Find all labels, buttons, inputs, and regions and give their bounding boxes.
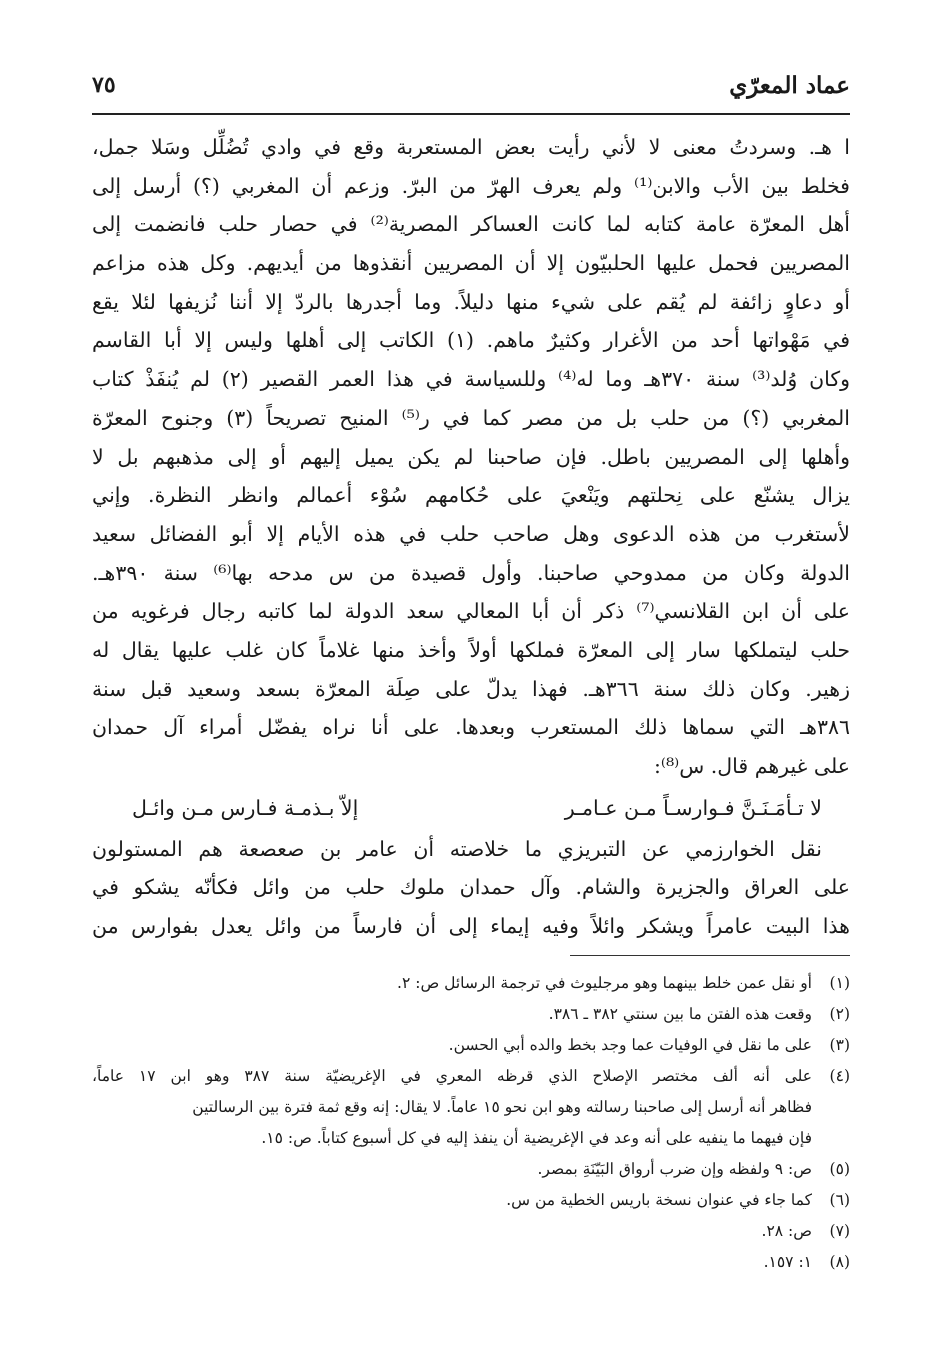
text-line: على أن ابن القلانسي⁽⁷⁾ ذكر أن أبا المعالي سعد الدولة لما كاتبه رجال فرغويه من — [92, 599, 850, 624]
footnote-number: (٣) — [829, 1036, 850, 1054]
page-header — [92, 70, 850, 110]
footnote — [92, 1216, 850, 1247]
footnote-number: (٨) — [829, 1253, 850, 1271]
footnote-text: على ما نقل في الوفيات عما وجد بخط والده أبي الحسن. — [448, 1036, 812, 1054]
footnote — [92, 1154, 850, 1185]
text-line: أهل المعرّة عامة كتابه لما كانت العساكر المصرية⁽²⁾ في حصار حلب فانضمت إلى — [92, 212, 850, 237]
text-line: ٣٨٦هـ التي سماها ذلك المستعرب وبعدها. على أنا نراه يفضّل أمراء آل حمدان — [92, 715, 850, 740]
poem-verse — [92, 786, 850, 830]
footnotes — [92, 968, 850, 1278]
text-line: أو دعاوٍ زائفة لم يُقم على شيء منها دليلاً. وما أجدرها بالردّ إلا أننا نُزيفها لئلا يقع — [92, 289, 850, 314]
text-line: يزال يشنّع على نِحلتهم ويَنْعيَ على حُكامهم سُوْء أعمالم وانظر النظرة. وإني — [92, 483, 850, 508]
main-text — [92, 128, 850, 946]
text-line: زهير. وكان ذلك سنة ٣٦٦هـ. فهذا يدلّ على صِلَة المعرّة بسعد وسعيد قبل سنة — [92, 676, 850, 701]
text-line: نقل الخوارزمي عن التبريزي ما خلاصته أن عامر بن صعصعة هم المستولون — [92, 836, 822, 861]
text-line: في مَهْواتها أحد من الأغرار وكثيرٌ ماهم. (١) الكاتب إلى أهلها وليس إلا أبا القاسم — [92, 328, 850, 353]
verse-first-hemistich: لا تـأمَـنَـنَّ فـوارسـاً مـن عـامـر — [564, 795, 822, 820]
text-line: لأستغرب من هذه الدعوى وهل صاحب حلب في هذه الأيام إلا أبو الفضائل سعيد — [92, 521, 850, 546]
footnote-text: ١: ١٥٧. — [763, 1253, 812, 1271]
footnote — [92, 999, 850, 1030]
text-line: الدولة وكان من ممدوحي صاحبنا. وأول قصيدة من س مدحه بها⁽⁶⁾ سنة ٣٩٠هـ. — [92, 560, 850, 585]
footnote — [92, 1061, 850, 1154]
footnote — [92, 1185, 850, 1216]
footnote-text: أو نقل عمن خلط بينهما وهو مرجليوث في ترجمة الرسائل ص: ٢. — [397, 974, 812, 992]
footnote-number: (٢) — [829, 1005, 850, 1023]
running-title: عماد المعرّي — [729, 72, 850, 99]
footnote-number: (٧) — [829, 1222, 850, 1240]
text-line: وكان وُلد⁽³⁾ سنة ٣٧٠هـ وما له⁽⁴⁾ وللسياسة في هذا العمر القصير (٢) لم يُنفَذْ كتاب — [92, 367, 850, 392]
footnote-text: كما جاء في عنوان نسخة باريس الخطية من س. — [506, 1191, 812, 1209]
footnote — [92, 968, 850, 999]
footnote-text: ص: ٩ ولفظه وإن ضرب أرواق البَيّنَةِ بمصر. — [537, 1160, 812, 1178]
footnote-text: فإن فيهما ما ينفيه على أنه وعد في الإغريضية أن ينفذ إليه في كل أسبوع كتاباً. ص: ١٥. — [261, 1129, 812, 1147]
text-line: المصريين فحمل عليها الحلبيّون إلا أن المصريين أنقذوها من أيديهم. وكل هذه مزاعم — [92, 251, 850, 276]
page-number: ٧٥ — [92, 72, 116, 98]
text-line: على غيرهم قال. س⁽⁸⁾: — [653, 754, 850, 778]
text-line: على العراق والجزيرة والشام. وآل حمدان ملوك حلب من وائل فكأنّه يشكو في — [92, 875, 850, 900]
footnote-number: (١) — [829, 974, 850, 992]
footnote-separator — [570, 955, 850, 956]
text-line: هذا البيت عامراً ويشكر وائلاً وفيه إيماء إلى أن فارساً من وائل يعدل بفوارس من — [92, 914, 850, 939]
text-line: ا هـ. وسردتُ معنى لا لأني رأيت بعض المستعربة وقع في وادي تُضُلِّل وسَلا جمل، — [92, 135, 850, 159]
header-rule — [92, 113, 850, 115]
text-line: وأهلها إلى المصريين باطل. فإن صاحبنا لم يكن يميل إليهم أو إلى مذهبهم بل لا — [92, 444, 850, 469]
footnote-number: (٦) — [829, 1191, 850, 1209]
footnote-number: (٥) — [829, 1160, 850, 1178]
footnote-text: على أنه ألف مختصر الإصلاح الذي قرظه المعري في الإغريضيّة سنة ٣٨٧ وهو ابن ١٧ عاماً، — [92, 1067, 812, 1085]
footnote — [92, 1030, 850, 1061]
text-line: المغربي (؟) من حلب بل من مصر كما في ر⁽⁵⁾ المنيح تصريحاً (٣) وجنوح المعرّة — [92, 405, 850, 430]
text-line: حلب ليتملكها سار إلى المعرّة فملكها أولاً وأخذ منها غلاماً كان غلب عليها يقال له — [92, 637, 850, 662]
footnote-text: ص: ٢٨. — [761, 1222, 812, 1240]
footnote — [92, 1247, 850, 1278]
footnote-text: وقعت هذه الفتن ما بين سنتي ٣٨٢ ـ ٣٨٦. — [548, 1005, 812, 1023]
text-line: فخلط بين الأب والابن⁽¹⁾ ولم يعرف الهرّ من البرّ. وزعم أن المغربي (؟) أرسل إلى — [92, 173, 850, 198]
footnote-number: (٤) — [829, 1067, 850, 1085]
verse-second-hemistich: إلاّ بـذمـة فـارس مـن وائـل — [132, 795, 359, 820]
footnote-text: فظاهر أنه أرسل إلى صاحبنا رسالته وهو ابن نحو ١٥ عاماً. لا يقال: إنه وقع ثمة فترة بين الرسالتين — [192, 1098, 812, 1116]
